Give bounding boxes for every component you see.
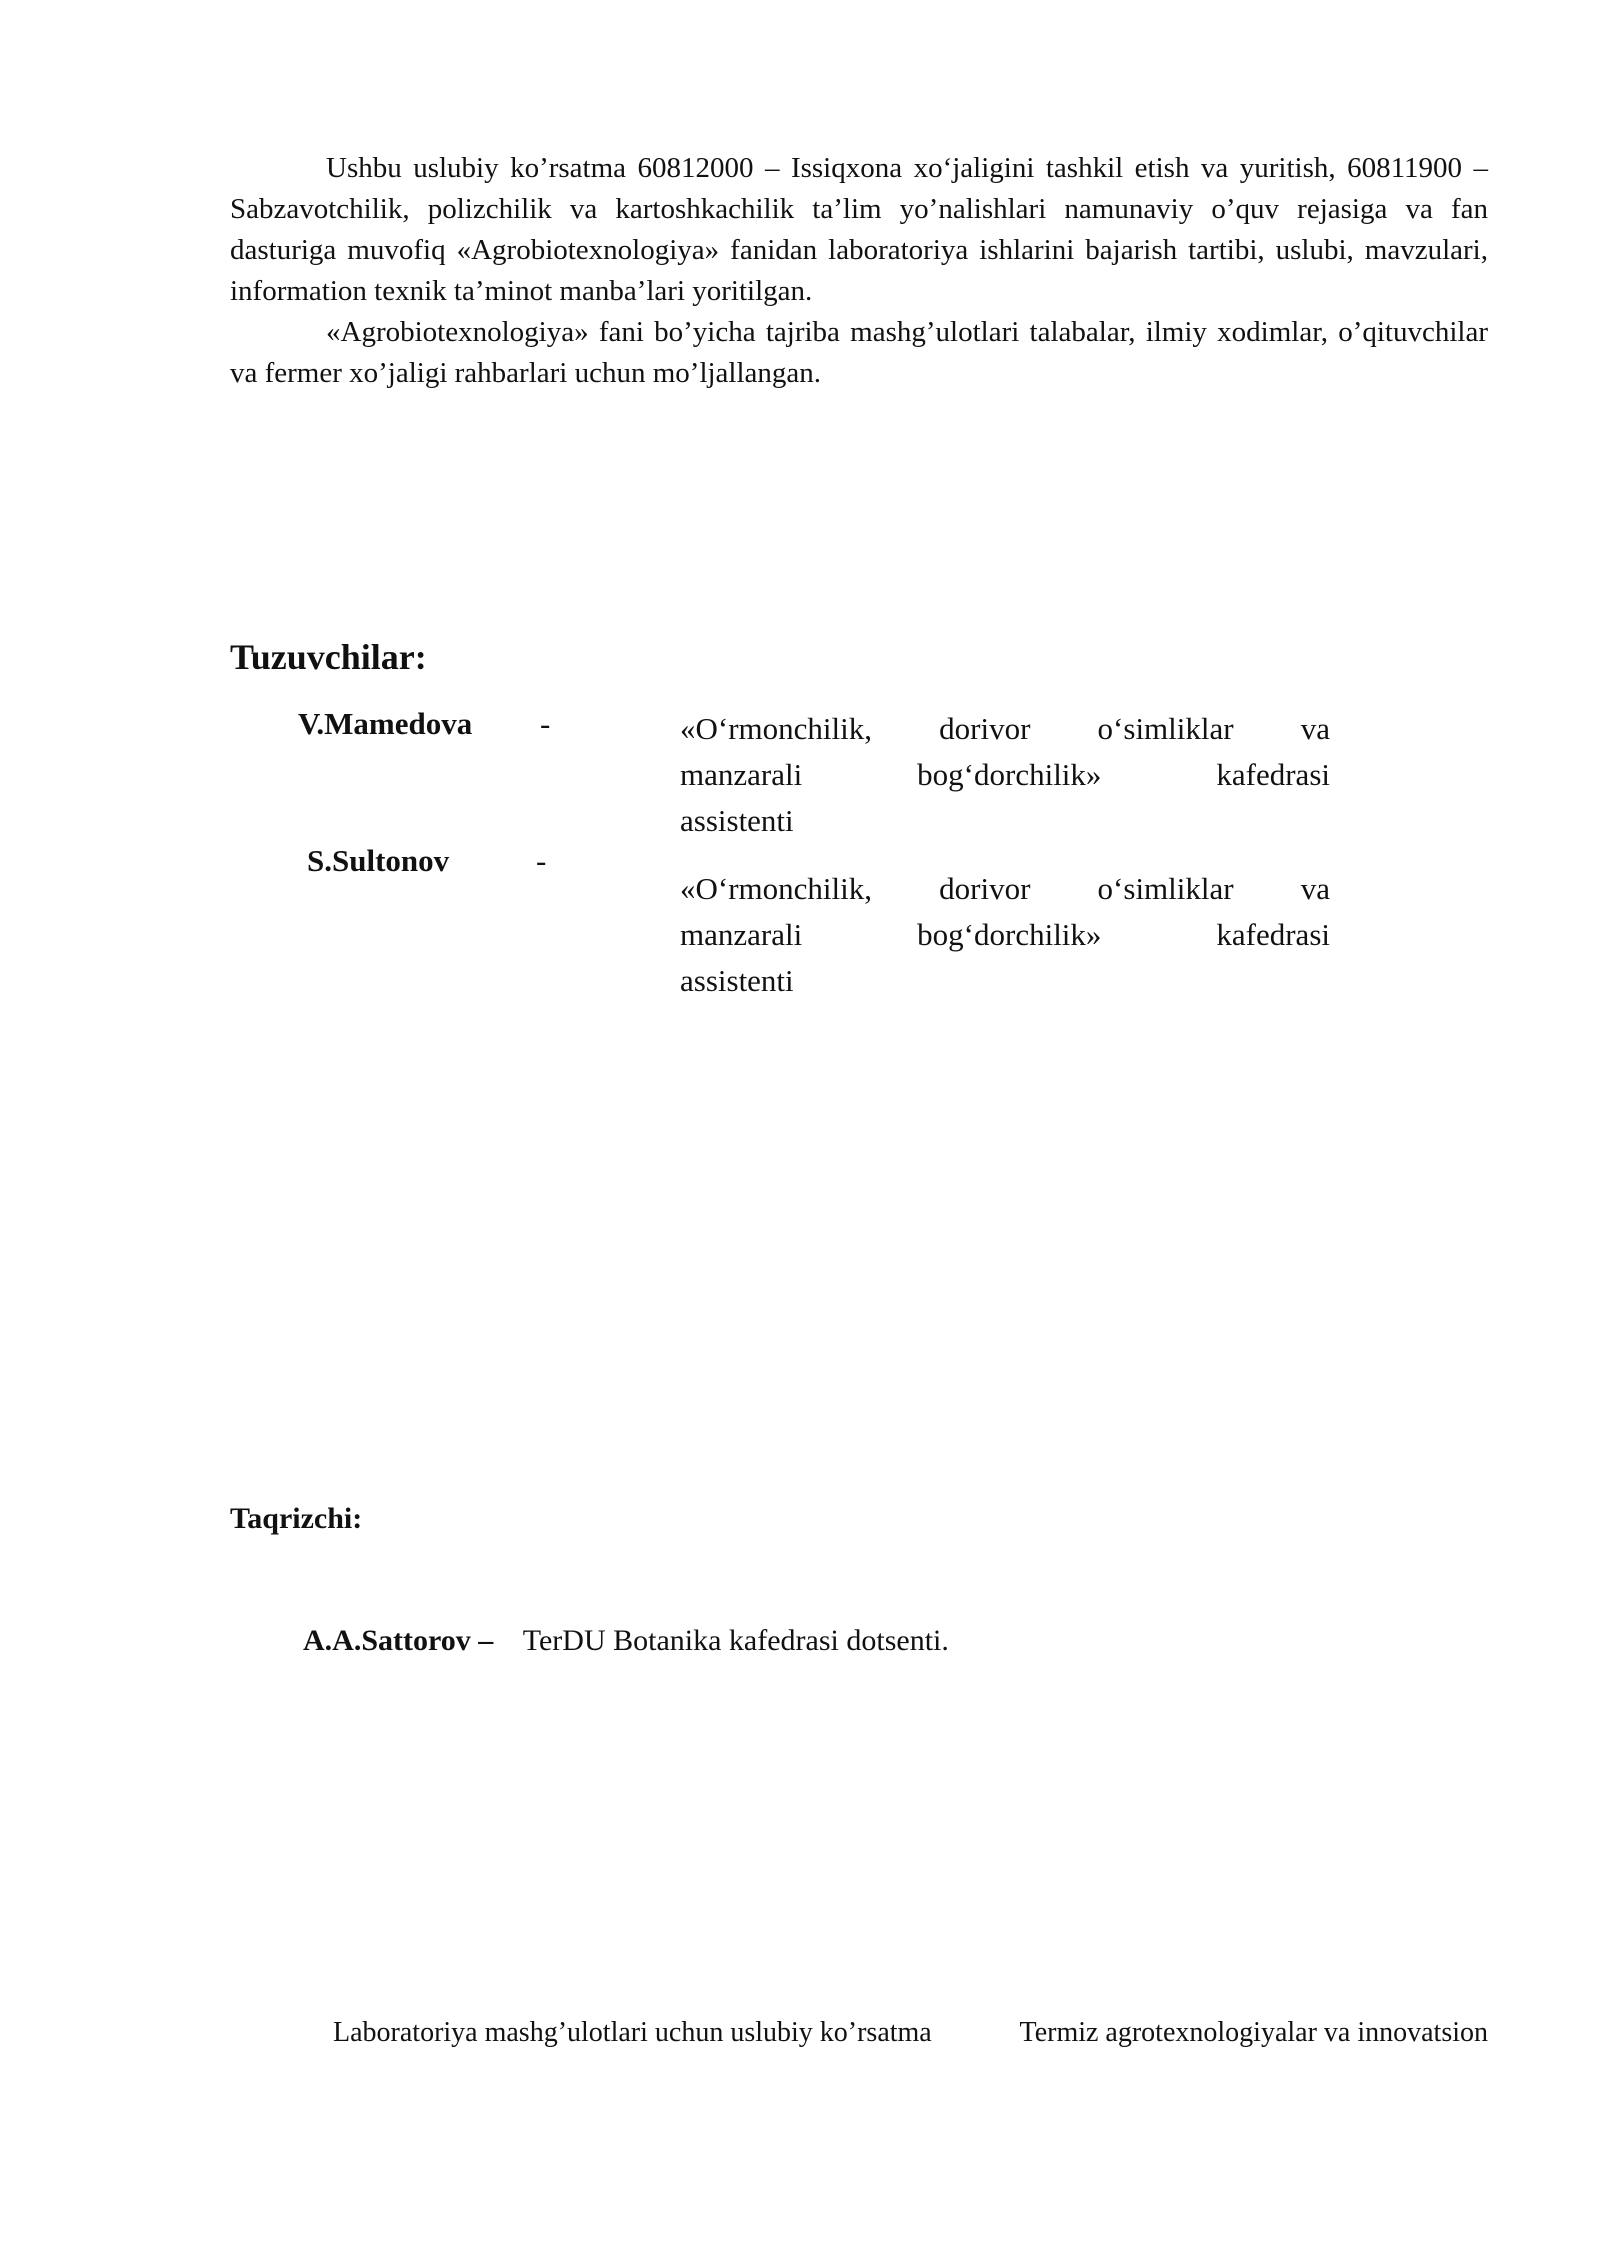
composers-heading: Tuzuvchilar:	[230, 637, 427, 677]
author-name: V.Mamedova	[298, 706, 473, 741]
author-dash: -	[536, 843, 547, 878]
author-name: S.Sultonov	[307, 843, 450, 878]
reviewer-entry	[303, 1624, 949, 1658]
author-affiliation	[680, 866, 1330, 1004]
footer-line	[333, 2017, 1488, 2049]
intro-text	[230, 148, 1488, 394]
footer-left: Laboratoriya mashg’ulotlari uchun uslubiy ko’rsatma	[333, 2017, 932, 2048]
reviewer-name: A.A.Sattorov –	[303, 1624, 494, 1657]
intro-paragraph-1: Ushbu uslubiy ko’rsatma 60812000 – Issiqxona xo‘jaligini tashkil etish va yuritish, 60811900 – Sabzavotchilik, polizchilik va kartoshkachilik ta’lim yo’nalishlari namunaviy o’quv rejasiga va fan dasturiga muvofiq «Agrobiotexnologiya» fanidan laboratoriya ishlarini bajarish tartibi, uslubi, mavzulari, information texnik ta’minot manba’lari yoritilgan.	[230, 152, 1488, 307]
author-affiliation	[680, 706, 1330, 844]
affiliation-line: manzarali bog‘dorchilik» kafedrasi	[680, 757, 1330, 792]
reviewer-spacer	[501, 1624, 516, 1657]
author-dash: -	[540, 706, 551, 741]
affiliation-line: manzarali bog‘dorchilik» kafedrasi	[680, 917, 1330, 952]
affiliation-line: «O‘rmonchilik, dorivor o‘simliklar va	[680, 871, 1330, 906]
affiliation-line: «O‘rmonchilik, dorivor o‘simliklar va	[680, 711, 1330, 746]
affiliation-line: assistenti	[680, 803, 794, 838]
reviewer-heading: Taqrizchi:	[230, 1502, 363, 1535]
intro-paragraph-2: «Agrobiotexnologiya» fani bo’yicha tajriba mashg’ulotlari talabalar, ilmiy xodimlar, o’qituvchilar va fermer xo’jaligi rahbarlari uchun mo’ljallangan.	[230, 316, 1488, 389]
affiliation-line: assistenti	[680, 963, 794, 998]
reviewer-position: TerDU Botanika kafedrasi dotsenti.	[522, 1624, 949, 1657]
footer-right: Termiz agrotexnologiyalar va innovatsion	[1019, 2017, 1488, 2048]
